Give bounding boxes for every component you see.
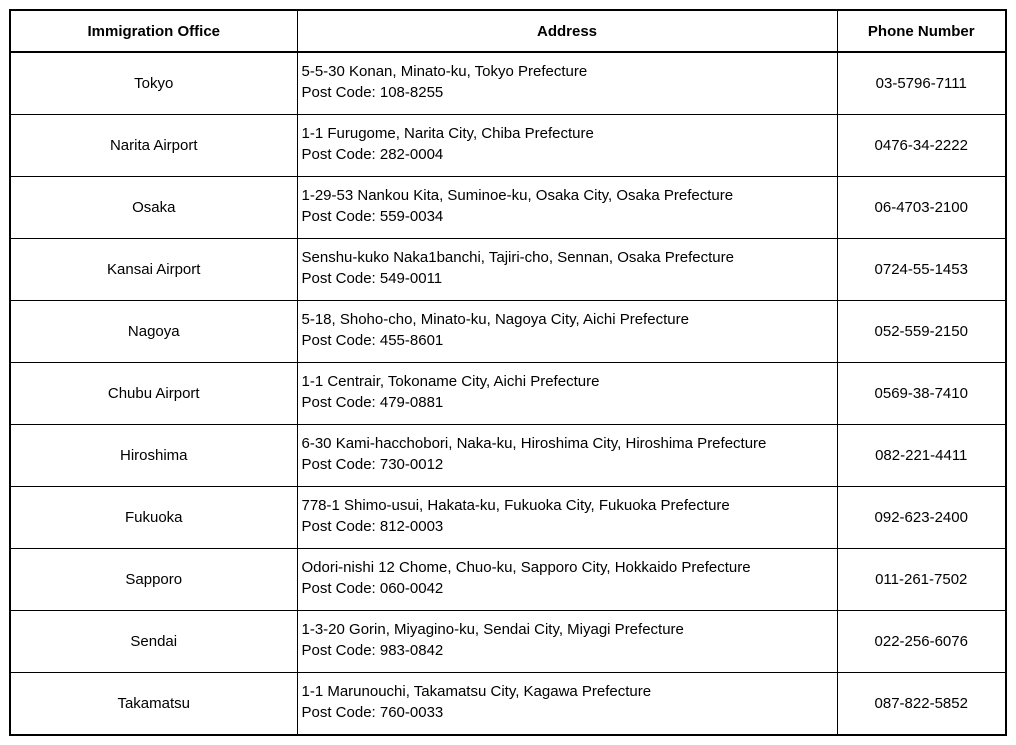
post-code: Post Code: 559-0034 <box>301 208 444 225</box>
street-address: Senshu-kuko Naka1banchi, Tajiri-cho, Sennan, Osaka Prefecture <box>301 249 734 266</box>
phone-number: 0724-55-1453 <box>837 239 1006 301</box>
post-code: Post Code: 549-0011 <box>301 270 443 287</box>
table-row <box>10 177 1006 239</box>
table-body <box>10 52 1006 735</box>
office-name: Sapporo <box>10 549 297 611</box>
post-code: Post Code: 479-0881 <box>301 394 444 411</box>
table-header <box>10 10 1006 52</box>
street-address: Odori-nishi 12 Chome, Chuo-ku, Sapporo City, Hokkaido Prefecture <box>301 559 751 576</box>
table-row <box>10 363 1006 425</box>
table-row <box>10 115 1006 177</box>
address-cell <box>297 673 837 736</box>
address-cell <box>297 549 837 611</box>
immigration-offices-table <box>9 9 1007 736</box>
table-row <box>10 239 1006 301</box>
address-cell <box>297 425 837 487</box>
street-address: 5-5-30 Konan, Minato-ku, Tokyo Prefecture <box>301 63 588 80</box>
street-address: 1-1 Marunouchi, Takamatsu City, Kagawa Prefecture <box>301 683 652 700</box>
street-address: 1-1 Furugome, Narita City, Chiba Prefecture <box>301 125 594 142</box>
street-address: 6-30 Kami-hacchobori, Naka-ku, Hiroshima City, Hiroshima Prefecture <box>301 435 767 452</box>
street-address: 5-18, Shoho-cho, Minato-ku, Nagoya City, Aichi Prefecture <box>301 311 689 328</box>
address-cell <box>297 487 837 549</box>
phone-number: 092-623-2400 <box>837 487 1006 549</box>
phone-number: 0569-38-7410 <box>837 363 1006 425</box>
phone-number: 052-559-2150 <box>837 301 1006 363</box>
column-header-phone: Phone Number <box>837 10 1006 52</box>
phone-number: 022-256-6076 <box>837 611 1006 673</box>
office-name: Chubu Airport <box>10 363 297 425</box>
address-cell <box>297 301 837 363</box>
table-row <box>10 549 1006 611</box>
address-cell <box>297 611 837 673</box>
office-name: Narita Airport <box>10 115 297 177</box>
header-row <box>10 10 1006 52</box>
office-name: Nagoya <box>10 301 297 363</box>
address-cell <box>297 239 837 301</box>
address-cell <box>297 52 837 115</box>
office-name: Sendai <box>10 611 297 673</box>
office-name: Kansai Airport <box>10 239 297 301</box>
phone-number: 011-261-7502 <box>837 549 1006 611</box>
phone-number: 03-5796-7111 <box>837 52 1006 115</box>
office-name: Takamatsu <box>10 673 297 736</box>
post-code: Post Code: 730-0012 <box>301 456 444 473</box>
office-name: Osaka <box>10 177 297 239</box>
table-row <box>10 301 1006 363</box>
post-code: Post Code: 983-0842 <box>301 642 444 659</box>
street-address: 1-1 Centrair, Tokoname City, Aichi Prefecture <box>301 373 600 390</box>
table-row <box>10 425 1006 487</box>
street-address: 1-29-53 Nankou Kita, Suminoe-ku, Osaka City, Osaka Prefecture <box>301 187 734 204</box>
table-row <box>10 52 1006 115</box>
table-row <box>10 487 1006 549</box>
address-cell <box>297 363 837 425</box>
column-header-address: Address <box>297 10 837 52</box>
address-cell <box>297 177 837 239</box>
post-code: Post Code: 812-0003 <box>301 518 444 535</box>
table-row <box>10 673 1006 736</box>
phone-number: 06-4703-2100 <box>837 177 1006 239</box>
post-code: Post Code: 455-8601 <box>301 332 444 349</box>
street-address: 778-1 Shimo-usui, Hakata-ku, Fukuoka City, Fukuoka Prefecture <box>301 497 730 514</box>
post-code: Post Code: 108-8255 <box>301 84 444 101</box>
office-name: Tokyo <box>10 52 297 115</box>
post-code: Post Code: 060-0042 <box>301 580 444 597</box>
phone-number: 082-221-4411 <box>837 425 1006 487</box>
phone-number: 087-822-5852 <box>837 673 1006 736</box>
phone-number: 0476-34-2222 <box>837 115 1006 177</box>
street-address: 1-3-20 Gorin, Miyagino-ku, Sendai City, Miyagi Prefecture <box>301 621 684 638</box>
office-name: Hiroshima <box>10 425 297 487</box>
address-cell <box>297 115 837 177</box>
post-code: Post Code: 282-0004 <box>301 146 444 163</box>
post-code: Post Code: 760-0033 <box>301 704 444 721</box>
table-row <box>10 611 1006 673</box>
column-header-office: Immigration Office <box>10 10 297 52</box>
office-name: Fukuoka <box>10 487 297 549</box>
